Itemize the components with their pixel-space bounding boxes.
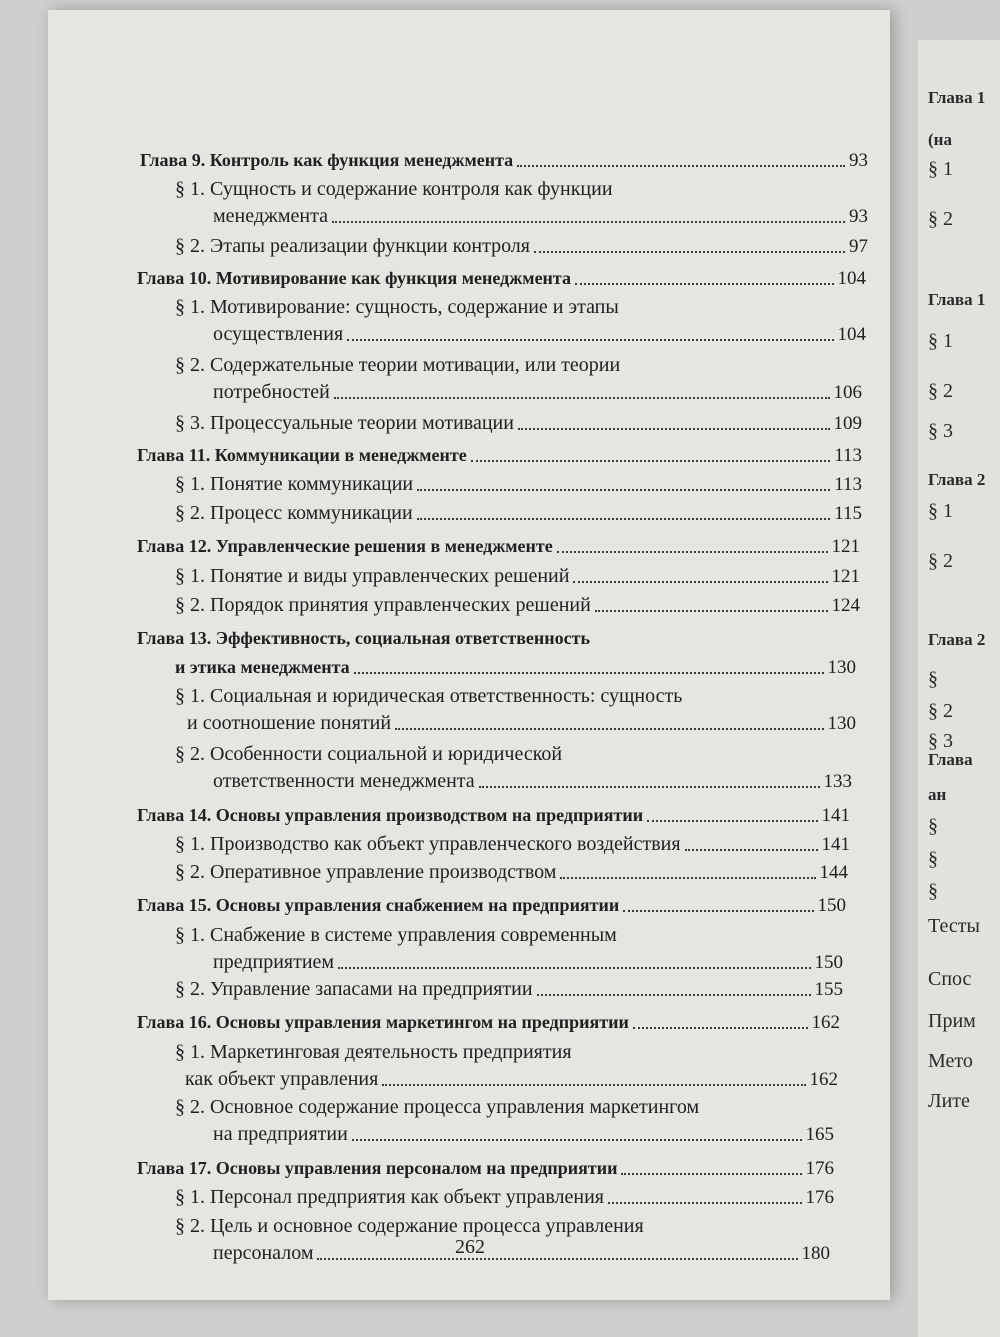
- toc-page-number: 144: [819, 862, 848, 883]
- toc-section-entry: [213, 951, 843, 974]
- toc-entry-title: менеджмента: [213, 205, 328, 227]
- right-page-fragment: §: [928, 848, 938, 870]
- toc-page-number: 93: [849, 206, 868, 227]
- toc-entry-title: ответственности менеджмента: [213, 770, 475, 792]
- right-page-fragment: § 3: [928, 420, 953, 442]
- toc-chapter-entry: [140, 150, 868, 172]
- toc-section-title-line: § 1. Маркетинговая деятельность предприятия: [175, 1041, 572, 1063]
- toc-entry-title: § 3. Процессуальные теории мотивации: [175, 412, 514, 434]
- toc-section-entry: [175, 978, 843, 1001]
- toc-entry-title: § 2. Процесс коммуникации: [175, 502, 413, 524]
- dot-leader: [557, 550, 828, 553]
- right-page-fragment: § 1: [928, 500, 953, 522]
- dot-leader: [537, 993, 811, 996]
- right-page-fragment: Глава: [928, 750, 973, 769]
- dot-leader: [395, 727, 823, 730]
- toc-entry-title: Глава 17. Основы управления персоналом на предприятии: [137, 1158, 618, 1178]
- toc-section-entry: [213, 323, 866, 346]
- toc-entry-title: § 1. Понятие и виды управленческих решений: [175, 565, 570, 587]
- toc-page-number: 130: [827, 713, 856, 734]
- toc-section-entry: [175, 565, 860, 588]
- right-page-fragment: Мето: [928, 1050, 973, 1072]
- toc-section-entry: [175, 473, 862, 496]
- toc-section-entry: [185, 1068, 838, 1091]
- toc-entry-title: и этика менеджмента: [175, 657, 350, 677]
- right-page-fragment: § 1: [928, 330, 953, 352]
- dot-leader: [608, 1201, 802, 1204]
- toc-entry-title: на предприятии: [213, 1123, 348, 1145]
- toc-entry-title: предприятием: [213, 951, 335, 973]
- right-page-fragment: Спос: [928, 968, 972, 990]
- dot-leader: [560, 876, 815, 879]
- toc-section-entry: [175, 412, 862, 435]
- right-page-fragment: Глава 2: [928, 630, 986, 649]
- toc-page-number: 162: [809, 1069, 838, 1090]
- dot-leader: [417, 517, 830, 520]
- dot-leader: [573, 580, 827, 583]
- toc-section-entry: [175, 594, 860, 617]
- dot-leader: [332, 220, 845, 223]
- toc-entry-title: § 2. Оперативное управление производством: [175, 861, 557, 883]
- toc-page-number: 115: [834, 503, 862, 524]
- toc-chapter-entry: [137, 268, 866, 290]
- toc-section-title-line: § 1. Мотивирование: сущность, содержание и этапы: [175, 296, 619, 318]
- toc-page-number: 93: [849, 150, 868, 171]
- toc-page-number: 97: [849, 236, 868, 257]
- toc-section-entry: [213, 770, 852, 793]
- toc-section-entry: [213, 381, 862, 404]
- dot-leader: [685, 848, 818, 851]
- toc-page-number: 121: [831, 536, 860, 557]
- toc-entry-title: § 1. Производство как объект управленческого воздействия: [175, 833, 681, 855]
- right-page-fragment: §: [928, 815, 938, 837]
- toc-section-entry: [175, 861, 848, 884]
- toc-entry-title: § 1. Понятие коммуникации: [175, 473, 414, 495]
- right-page-fragment: § 2: [928, 380, 953, 402]
- toc-entry-title: Глава 16. Основы управления маркетингом на предприятии: [137, 1012, 629, 1032]
- toc-chapter-entry: [137, 1012, 840, 1034]
- toc-page-number: 155: [814, 979, 843, 1000]
- dot-leader: [518, 427, 830, 430]
- right-page-fragment: § 3: [928, 730, 953, 752]
- toc-chapter-title-line: Глава 13. Эффективность, социальная ответственность: [137, 628, 590, 648]
- dot-leader: [647, 819, 817, 822]
- dot-leader: [623, 909, 813, 912]
- dot-leader: [479, 785, 820, 788]
- dot-leader: [471, 459, 830, 462]
- toc-chapter-entry: [137, 805, 850, 827]
- dot-leader: [382, 1083, 805, 1086]
- right-page-fragment: Глава 1: [928, 290, 986, 309]
- toc-chapter-entry: [175, 657, 856, 679]
- toc-section-entry: [175, 1186, 834, 1209]
- right-page-fragment: § 2: [928, 550, 953, 572]
- toc-page-number: 106: [833, 382, 862, 403]
- toc-entry-title: Глава 15. Основы управления снабжением на предприятии: [137, 895, 620, 915]
- right-page-fragment: § 1: [928, 158, 953, 180]
- toc-page-number: 176: [805, 1158, 834, 1179]
- right-page-fragment: (на: [928, 130, 952, 149]
- toc-page-number: 113: [834, 445, 862, 466]
- toc-page-number: 141: [821, 834, 850, 855]
- toc-entry-title: § 2. Этапы реализации функции контроля: [175, 235, 530, 257]
- right-page-fragment: Глава 2: [928, 470, 986, 489]
- toc-page-number: 104: [837, 268, 866, 289]
- toc-page-number: 113: [834, 474, 862, 495]
- toc-section-entry: [213, 1242, 830, 1265]
- dot-leader: [317, 1257, 797, 1260]
- toc-page-number: 180: [801, 1243, 830, 1264]
- toc-section-entry: [175, 502, 862, 525]
- toc-page-number: 124: [831, 595, 860, 616]
- toc-entry-title: Глава 10. Мотивирование как функция менеджмента: [137, 268, 571, 288]
- dot-leader: [417, 488, 830, 491]
- dot-leader: [334, 396, 830, 399]
- dot-leader: [347, 338, 833, 341]
- toc-chapter-entry: [137, 445, 862, 467]
- toc-page-number: 162: [811, 1012, 840, 1033]
- toc-entry-title: § 1. Персонал предприятия как объект управления: [175, 1186, 604, 1208]
- toc-page-number: 141: [821, 805, 850, 826]
- toc-section-entry: [175, 833, 850, 856]
- toc-chapter-entry: [137, 536, 860, 558]
- toc-section-entry: [213, 205, 868, 228]
- toc-entry-title: и соотношение понятий: [187, 712, 392, 734]
- toc-entry-title: Глава 9. Контроль как функция менеджмента: [140, 150, 514, 170]
- toc-page-number: 104: [837, 324, 866, 345]
- right-page-fragment: Глава 1: [928, 88, 986, 107]
- toc-entry-title: § 2. Управление запасами на предприятии: [175, 978, 533, 1000]
- toc-entry-title: персоналом: [213, 1242, 314, 1264]
- right-page-fragment: § 2: [928, 208, 953, 230]
- toc-section-entry: [187, 712, 856, 735]
- toc-page-number: 121: [831, 566, 860, 587]
- toc-section-title-line: § 2. Цель и основное содержание процесса управления: [175, 1215, 644, 1237]
- toc-section-entry: [175, 235, 868, 258]
- right-page-fragment: ан: [928, 785, 947, 804]
- dot-leader: [534, 250, 845, 253]
- toc-section-title-line: § 1. Социальная и юридическая ответственность: сущность: [175, 685, 683, 707]
- page-number: 262: [455, 1236, 485, 1258]
- right-page-fragment: §: [928, 668, 938, 690]
- toc-entry-title: потребностей: [213, 381, 330, 403]
- dot-leader: [354, 671, 824, 674]
- toc-page-number: 109: [833, 413, 862, 434]
- toc-entry-title: как объект управления: [185, 1068, 379, 1090]
- toc-entry-title: § 2. Порядок принятия управленческих решений: [175, 594, 591, 616]
- right-page-fragment: Лите: [928, 1090, 970, 1112]
- dot-leader: [595, 609, 828, 612]
- toc-page-number: 150: [817, 895, 846, 916]
- toc-page-number: 133: [823, 771, 852, 792]
- toc-chapter-entry: [137, 1158, 834, 1180]
- toc-section-title-line: § 2. Основное содержание процесса управления маркетингом: [175, 1096, 700, 1118]
- dot-leader: [633, 1026, 808, 1029]
- dot-leader: [338, 966, 810, 969]
- right-page-fragment: Прим: [928, 1010, 976, 1032]
- dot-leader: [352, 1138, 802, 1141]
- right-page-fragment: Тесты: [928, 915, 980, 937]
- toc-page-number: 150: [814, 952, 843, 973]
- toc-page-number: 130: [827, 657, 856, 678]
- toc-section-title-line: § 1. Снабжение в системе управления современным: [175, 924, 617, 946]
- toc-entry-title: Глава 11. Коммуникации в менеджменте: [137, 445, 467, 465]
- toc-page-number: 176: [805, 1187, 834, 1208]
- toc-entry-title: осуществления: [213, 323, 344, 345]
- toc-entry-title: Глава 14. Основы управления производством на предприятии: [137, 805, 644, 825]
- dot-leader: [517, 164, 845, 167]
- toc-entry-title: Глава 12. Управленческие решения в менеджменте: [137, 536, 553, 556]
- toc-section-title-line: § 2. Содержательные теории мотивации, или теории: [175, 354, 621, 376]
- toc-page-number: 165: [805, 1124, 834, 1145]
- toc-section-title-line: § 1. Сущность и содержание контроля как функции: [175, 178, 613, 200]
- right-page-fragment: § 2: [928, 700, 953, 722]
- toc-section-entry: [213, 1123, 834, 1146]
- toc-section-title-line: § 2. Особенности социальной и юридической: [175, 743, 563, 765]
- right-page-fragment: §: [928, 880, 938, 902]
- dot-leader: [575, 282, 834, 285]
- toc-chapter-entry: [137, 895, 846, 917]
- dot-leader: [621, 1172, 801, 1175]
